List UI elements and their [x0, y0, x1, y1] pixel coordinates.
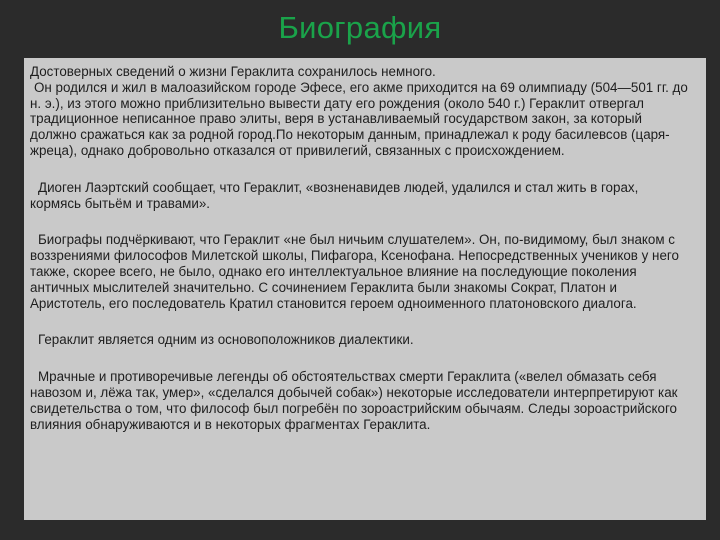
- content-panel: [24, 58, 706, 520]
- paragraph-birth: Он родился и жил в малоазийском городе Эфесе, его акме приходится на 69 олимпиаду (504—501 гг. до н. э.), из этого можно приблизительно вывести дату его рождения (около 540 г.) Гераклит отвергал традиционное неписанное право элиты, веря в устанавливаемый государством закон, за который должно сражаться как за родной город.По некоторым данным, принадлежал к роду басилевсов (царя-жреца), однако добровольно отказался от привилегий, связанных с происхождением.: [30, 79, 688, 158]
- paragraph-diogenes: Диоген Лаэртский сообщает, что Гераклит, «возненавидев людей, удалился и стал жить в горах, кормясь бытьём и травами».: [30, 179, 639, 211]
- paragraph-dialectics: Гераклит является одним из основоположников диалектики.: [38, 332, 414, 348]
- slide-title: Биография: [278, 10, 442, 45]
- paragraph-intro: Достоверных сведений о жизни Гераклита сохранилось немного.: [30, 64, 436, 79]
- paragraph-death: Мрачные и противоречивые легенды об обстоятельствах смерти Гераклита («велел обмазать себя навозом и, лёжа так, умер», «сделался добычей собак») некоторые исследователи интерпретируют как свидетельства о том, что философ был погребён по зороастрийским обычаям. Следы зороастрийского влияния обнаруживаются и в некоторых фрагментах Гераклита.: [30, 369, 678, 432]
- paragraph-biographers: Биографы подчёркивают, что Гераклит «не был ничьим слушателем». Он, по-видимому, был знаком с воззрениями философов Милетской школы, Пифагора, Ксенофана. Непосредственных учеников у него также, скорее всего, не было, однако его интеллектуальное влияние на последующие поколения античных мыслителей значительно. С сочинением Гераклита были знакомы Сократ, Платон и Аристотель, его последователь Кратил становится героем одноименного платоновского диалога.: [30, 232, 679, 311]
